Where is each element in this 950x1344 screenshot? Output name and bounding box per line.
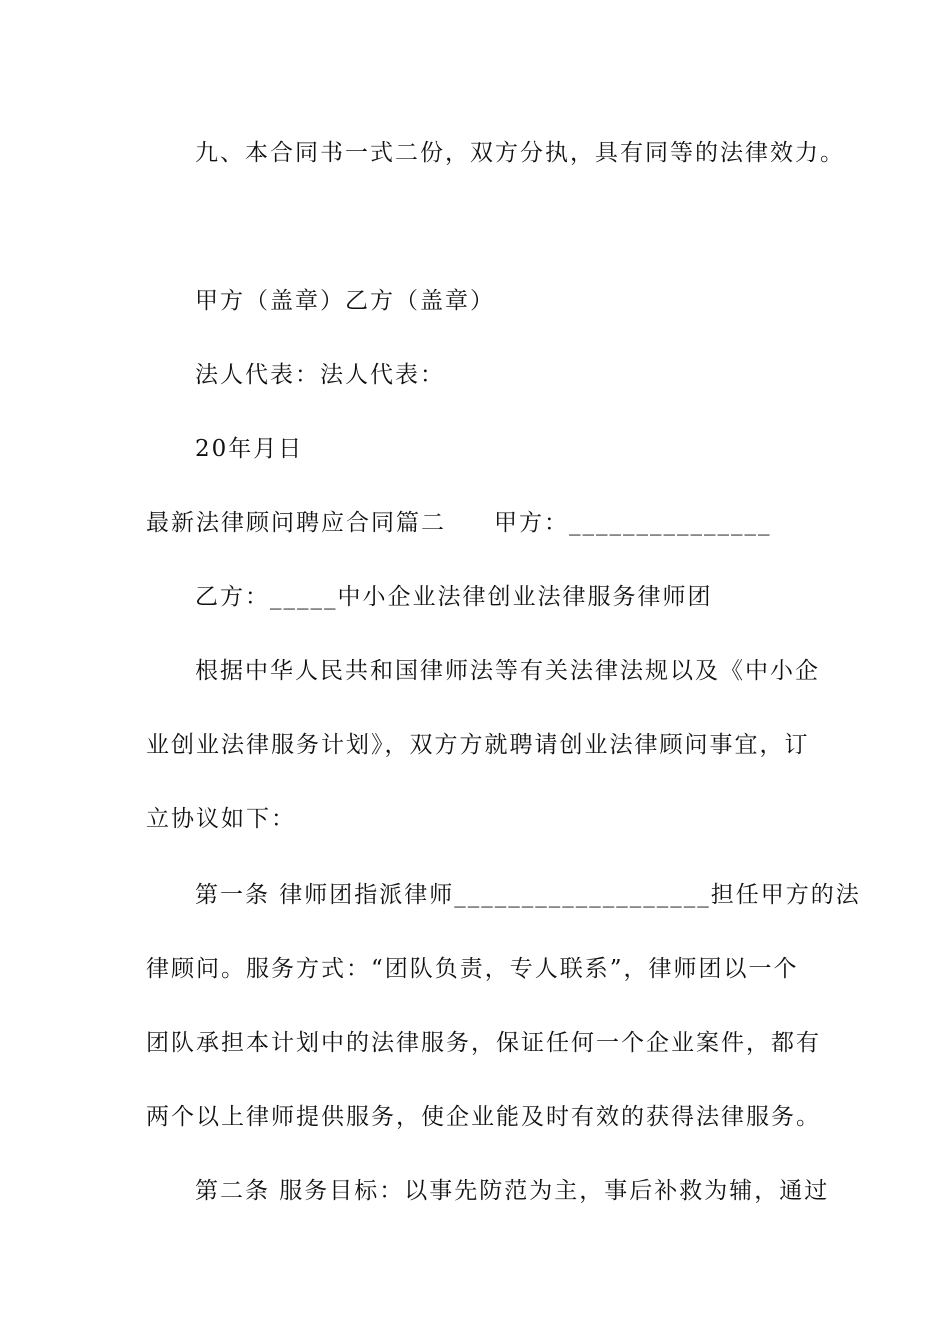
signing-date: 20年月日 — [195, 436, 304, 462]
intro-line-2: 业创业法律服务计划》，双方方就聘请创业法律顾问事宜，订 — [146, 732, 810, 758]
party-b-line: 乙方：_____中小企业法律创业法律服务律师团 — [195, 584, 713, 610]
article-1-line-1: 第一条 律师团指派律师___________________担任甲方的法 — [195, 882, 861, 908]
clause-9: 九、本合同书一式二份，双方分执，具有同等的法律效力。 — [195, 140, 845, 166]
party-seals: 甲方（盖章）乙方（盖章） — [195, 288, 495, 314]
heading-row — [146, 508, 772, 538]
section-heading: 最新法律顾问聘应合同篇二 — [146, 510, 446, 536]
intro-line-3: 立协议如下： — [146, 806, 296, 832]
intro-line-1: 根据中华人民共和国律师法等有关法律法规以及《中小企 — [195, 658, 820, 684]
article-1-line-3: 团队承担本计划中的法律服务，保证任何一个企业案件，都有 — [146, 1030, 821, 1056]
article-2-line-1: 第二条 服务目标：以事先防范为主，事后补救为辅，通过 — [195, 1178, 830, 1204]
legal-representatives: 法人代表：法人代表： — [195, 362, 445, 388]
article-1-line-2: 律顾问。服务方式：“团队负责，专人联系”，律师团以一个 — [146, 956, 799, 982]
article-1-line-4: 两个以上律师提供服务，使企业能及时有效的获得法律服务。 — [146, 1104, 821, 1130]
party-a-line: 甲方：_______________ — [494, 510, 772, 536]
